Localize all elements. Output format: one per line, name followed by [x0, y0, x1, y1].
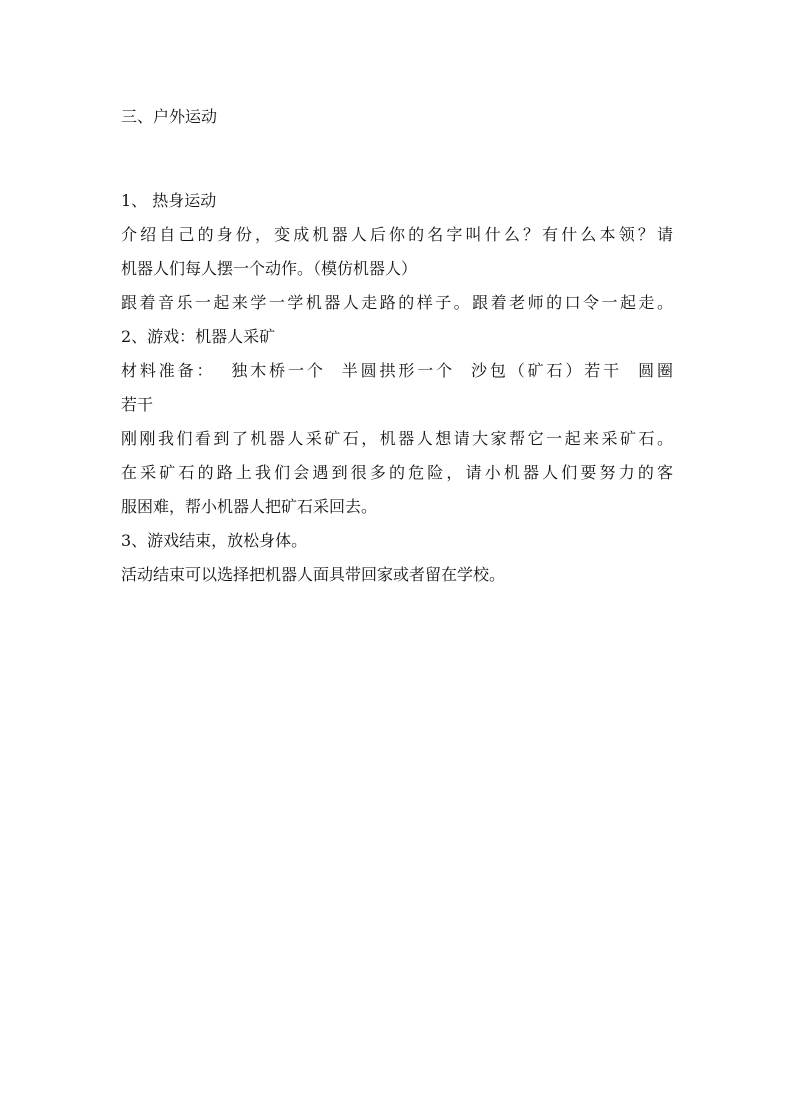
material-item: 独木桥一个 — [231, 361, 326, 380]
game-story-line-1: 刚刚我们看到了机器人采矿石，机器人想请大家帮它一起来采矿石。 — [121, 429, 673, 448]
game-heading: 2、游戏：机器人采矿 — [121, 327, 276, 346]
game-story-line-2: 在采矿石的路上我们会遇到很多的危险，请小机器人们要努力的客 — [121, 463, 673, 482]
warmup-heading: 1、 热身运动 — [121, 191, 217, 210]
warmup-paragraph-line-1: 介绍自己的身份，变成机器人后你的名字叫什么？有什么本领？请 — [121, 225, 673, 244]
spacer — [121, 134, 673, 184]
section-title: 三、户外运动 — [121, 107, 218, 126]
warmup-paragraph-2: 跟着音乐一起来学一学机器人走路的样子。跟着老师的口令一起走。 — [121, 293, 673, 312]
warmup-paragraph-line-2: 机器人们每人摆一个动作。（模仿机器人） — [121, 259, 418, 278]
material-item: 半圆拱形一个 — [341, 361, 456, 380]
materials-line — [121, 354, 673, 388]
material-item: 圆圈 — [638, 361, 673, 380]
ending-heading: 3、游戏结束，放松身体。 — [121, 531, 308, 550]
materials-label: 材料准备： — [121, 361, 216, 380]
document-body — [121, 100, 673, 592]
material-item: 沙包（矿石）若干 — [471, 361, 623, 380]
materials-line-2: 若干 — [121, 395, 154, 414]
ending-text: 活动结束可以选择把机器人面具带回家或者留在学校。 — [121, 565, 506, 584]
game-story-line-3: 服困难，帮小机器人把矿石采回去。 — [121, 497, 378, 516]
